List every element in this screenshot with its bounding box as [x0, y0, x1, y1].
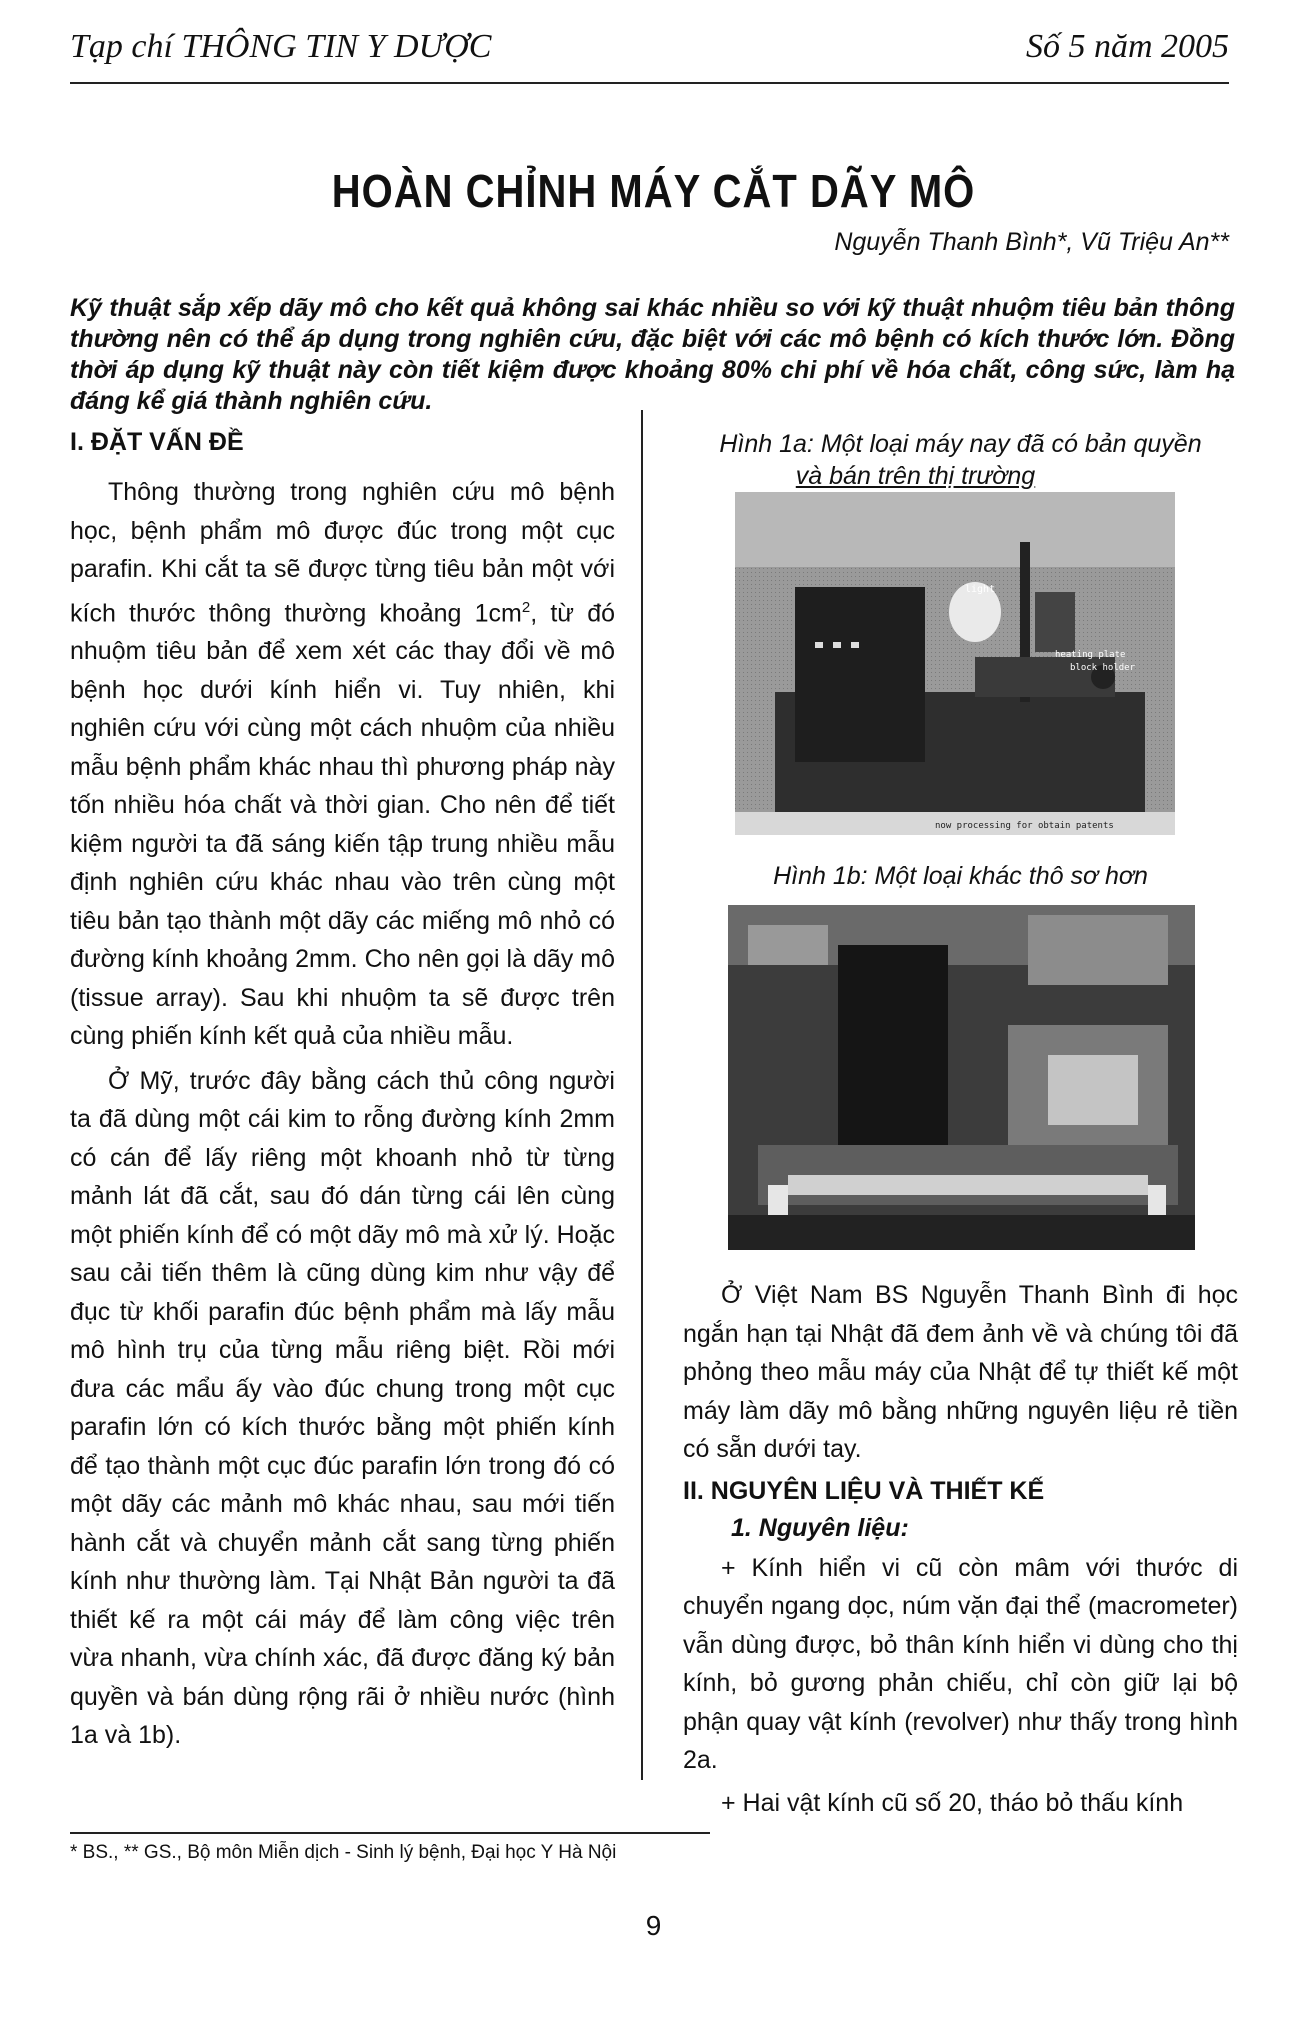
footnote: * BS., ** GS., Bộ môn Miễn dịch - Sinh lý bệnh, Đại học Y Hà Nội	[70, 1842, 617, 1863]
section-heading: II. NGUYÊN LIỆU VÀ THIẾT KẾ	[683, 1476, 1045, 1505]
page-number: 9	[645, 1910, 662, 1941]
caption-line-2: và bán trên thị trường	[795, 462, 1036, 490]
right-paragraph-2: + Kính hiển vi cũ còn mâm với thước di chuyển ngang dọc, núm vặn đại thể (macrometer) vẫn dùng được, bỏ thân kính hiển vi dùng cho thị kính, bỏ gương phản chiếu, chỉ còn giữ lại bộ phận quay vật kính (revolver) như thấy trong hình 2a.	[683, 1553, 1238, 1774]
caption-line-1: Hình 1a: Một loại máy nay đã có bản quyền	[719, 430, 1202, 458]
article-authors: Nguyễn Thanh Bình*, Vũ Triệu An**	[834, 228, 1229, 256]
machine-photo-illustration	[735, 492, 1175, 835]
fig-label-light: light	[965, 584, 996, 595]
issue-label: Số 5 năm 2005	[1025, 28, 1229, 65]
left-column	[70, 428, 615, 1761]
right-column-text	[683, 1276, 1238, 1826]
fig-label-heating-plate: heating plate	[1055, 650, 1126, 660]
header-divider	[70, 82, 1229, 84]
figure-1a-photo	[735, 492, 1175, 835]
figure-1b-caption	[683, 860, 1238, 892]
article-title: HOÀN CHỈNH MÁY CẮT DÃY MÔ	[331, 166, 976, 218]
fig-label-block-holder: block holder	[1070, 663, 1136, 673]
section1-paragraph-1	[70, 473, 615, 1056]
figure-1b-photo	[728, 905, 1195, 1250]
fig-label-bottom: now processing for obtain patents	[935, 821, 1114, 831]
superscript: 2	[521, 598, 531, 616]
footnote-divider	[70, 1832, 710, 1834]
figure-1a-caption	[683, 428, 1238, 492]
right-paragraph-3: + Hai vật kính cũ số 20, tháo bỏ thấu kính	[721, 1788, 1184, 1817]
article-abstract: Kỹ thuật sắp xếp dãy mô cho kết quả không sai khác nhiều so với kỹ thuật nhuộm tiêu bản thông thường nên có thể áp dụng trong nghiên cứu, đặc biệt với các mô bệnh có kích thước lớn. Đồng thời áp dụng kỹ thuật này còn tiết kiệm được khoảng 80% chi phí về hóa chất, công sức, làm hạ đáng kể giá thành nghiên cứu.	[70, 294, 1235, 415]
subsection-heading: 1. Nguyên liệu:	[731, 1513, 909, 1542]
caption-text: Hình 1b: Một loại khác thô sơ hơn	[773, 862, 1148, 890]
device-photo-illustration	[728, 905, 1195, 1250]
right-paragraph-1: Ở Việt Nam BS Nguyễn Thanh Bình đi học ngắn hạn tại Nhật đã đem ảnh về và chúng tôi đã phỏng theo mẫu máy của Nhật để tự thiết kế một máy làm dãy mô bằng những nguyên liệu rẻ tiền có sẵn dưới tay.	[683, 1281, 1238, 1463]
journal-name: Tạp chí THÔNG TIN Y DƯỢC	[70, 28, 492, 65]
paragraph-text: , từ đó nhuộm tiêu bản để xem xét các thay đổi về mô bệnh học dưới kính hiển vi. Tuy nhiên, khi nghiên cứu với cùng một cách nhuộm của nhiều mẫu bệnh phẩm khác nhau thì phương pháp này tốn nhiều hóa chất và thời gian. Cho nên để tiết kiệm người ta đã sáng kiến tập trung nhiều mẫu định nghiên cứu khác nhau vào trên cùng một tiêu bản tạo thành một dãy các miếng mô nhỏ có đường kính khoảng 2mm. Cho nên gọi là dãy mô (tissue array). Sau khi nhuộm ta sẽ được trên cùng phiến kính kết quả của nhiều mẫu.	[70, 598, 616, 1051]
column-divider	[641, 410, 643, 1780]
section1-paragraph-2: Ở Mỹ, trước đây bằng cách thủ công người ta đã dùng một cái kim to rỗng đường kính 2mm có cán để lấy riêng một khoanh nhỏ từ từng mảnh lát đã cắt, sau đó dán từng cái lên cùng một phiến kính để có một dãy mô mà xử lý. Hoặc sau cải tiến thêm là cũng dùng kim như vậy để đục từ khối parafin đúc bệnh phẩm mà lấy mẫu mô hình trụ của từng mẫu riêng biệt. Rồi mới đưa các mẩu ấy vào đúc chung trong một cục parafin lớn có kích thước bằng một phiến kính để tạo thành một cục đúc parafin lớn trong đó có một dãy các mảnh mô khác nhau, sau mới tiến hành cắt và chuyển mảnh cắt sang từng phiến kính như thường làm. Tại Nhật Bản người ta đã thiết kế ra một cái máy để làm công việc trên vừa nhanh, vừa chính xác, đã được đăng ký bản quyền và bán dùng rộng rãi ở nhiều nước (hình 1a và 1b).	[70, 1066, 615, 1750]
section-heading: I. ĐẶT VẤN ĐỀ	[70, 428, 244, 456]
paragraph-text: Thông thường trong nghiên cứu mô bệnh học, bệnh phẩm mô được đúc trong một cục parafin. Khi cắt ta sẽ được từng tiêu bản một với kích thước thông thường khoảng 1cm	[70, 478, 615, 627]
